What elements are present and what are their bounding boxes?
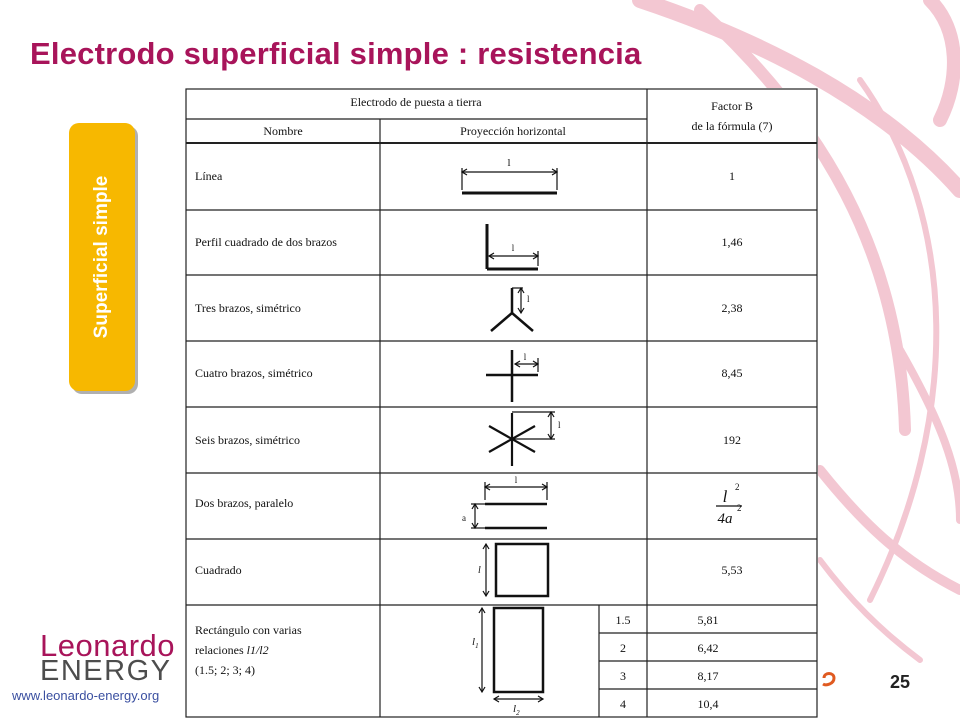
svg-text:a: a — [462, 513, 466, 523]
factor-value: 6,42 — [697, 641, 719, 655]
factor-value: 1,46 — [721, 235, 743, 249]
svg-text:l: l — [511, 243, 515, 253]
svg-text:2: 2 — [735, 482, 740, 492]
rectangle-icon — [472, 608, 543, 717]
svg-text:4a: 4a — [717, 511, 733, 527]
parallel-arms-icon — [462, 475, 547, 528]
square-icon — [478, 544, 548, 596]
logo-leonardo: Leonardo — [40, 628, 176, 663]
factor-value: 8,45 — [721, 366, 743, 380]
row-name-line3: (1.5; 2; 3; 4) — [195, 663, 255, 677]
svg-text:l: l — [478, 565, 481, 576]
factor-value: 10,4 — [697, 697, 719, 711]
factor-value: 8,17 — [697, 669, 719, 683]
svg-text:l: l — [514, 475, 518, 485]
side-tab — [69, 123, 135, 391]
svg-text:l: l — [558, 420, 561, 430]
factor-value: 5,81 — [697, 613, 719, 627]
svg-text:l2: $l_2$ — [513, 703, 520, 717]
slide-title: Electrodo superficial simple : resistencia — [30, 36, 642, 71]
ratio-value: 1.5 — [615, 613, 631, 627]
website-link[interactable]: www.leonardo-energy.org — [12, 688, 160, 703]
three-arms-icon — [491, 288, 533, 331]
side-tab-label: Superficial simple — [91, 175, 112, 339]
ratio-value: 3 — [620, 669, 626, 683]
svg-text:l1: $l_1$ — [472, 636, 479, 650]
line-icon — [462, 157, 557, 193]
factor-value: 2,38 — [721, 301, 743, 315]
page-number: 25 — [890, 672, 911, 692]
ratio-value: 4 — [620, 697, 626, 711]
column-header-factor-line1: Factor B — [711, 99, 753, 113]
row-name: Línea — [195, 169, 223, 183]
column-header-projection: Proyección horizontal — [460, 124, 566, 138]
svg-text:l: l — [507, 157, 511, 169]
four-arms-icon — [486, 350, 538, 402]
row-name: Seis brazos, simétrico — [195, 433, 300, 447]
row-name-line1: Rectángulo con varias — [195, 623, 302, 637]
row-name: Cuatro brazos, simétrico — [195, 366, 313, 380]
row-name-line2: relaciones l1/l2 — [195, 643, 269, 657]
row-name: Cuadrado — [195, 563, 242, 577]
factor-value: 5,53 — [721, 563, 743, 577]
factor-fraction — [716, 482, 742, 527]
ratio-value: 2 — [620, 641, 626, 655]
svg-text:l: l — [523, 352, 527, 362]
svg-text:2: 2 — [737, 503, 742, 513]
logo-energy: ENERGY — [40, 655, 172, 687]
group-header: Electrodo de puesta a tierra — [350, 95, 482, 109]
six-arms-icon — [489, 412, 561, 466]
electrode-table — [185, 88, 818, 718]
row-name: Dos brazos, paralelo — [195, 496, 294, 510]
factor-value: 192 — [723, 433, 741, 447]
l-shape-icon — [487, 224, 538, 269]
column-header-name: Nombre — [263, 124, 303, 138]
factor-value: 1 — [729, 169, 735, 183]
column-header-factor-line2: de la fórmula (7) — [691, 119, 773, 133]
row-name: Perfil cuadrado de dos brazos — [195, 235, 337, 249]
svg-text:l: l — [527, 294, 530, 304]
row-name: Tres brazos, simétrico — [195, 301, 301, 315]
decoration-fragment — [820, 668, 838, 690]
svg-text:l: l — [722, 487, 728, 506]
